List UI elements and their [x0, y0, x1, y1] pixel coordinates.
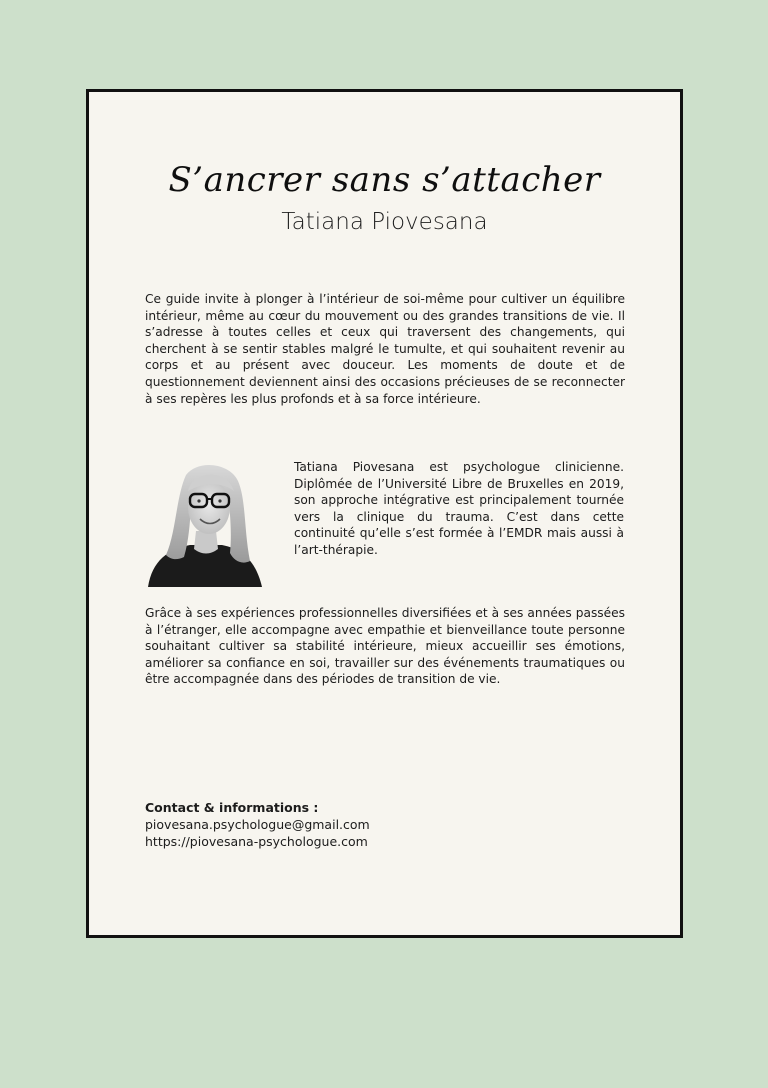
intro-paragraph: Ce guide invite à plonger à l’intérieur de soi-même pour cultiver un équilibre intérieur, même au cœur du mouvement ou des grandes transitions de vie. Il s’adresse à toutes celles et ceux qui traversent des changements, qui cherchent à se sentir stables malgré le tumulte, et qui souhaitent revenir au corps et au présent avec douceur. Les moments de doute et de questionnement deviennent ainsi des occasions précieuses de se reconnecter à ses repères les plus profonds et à sa force intérieure.	[145, 292, 625, 406]
document-title: S’ancrer sans s’attacher	[168, 160, 601, 200]
contact-block	[145, 799, 370, 850]
author-photo	[146, 461, 264, 587]
document-card	[86, 89, 683, 938]
contact-website[interactable]: https://piovesana-psychologue.com	[145, 834, 368, 849]
career-paragraph: Grâce à ses expériences professionnelles diversifiées et à ses années passées à l’étranger, elle accompagne avec empathie et bienveillance toute personne souhaitant cultiver sa stabilité intérieure, mieux accueillir ses émotions, améliorer sa confiance en soi, travailler sur des événements traumatiques ou être accompagnée dans des périodes de transition de vie.	[145, 606, 625, 687]
contact-email[interactable]: piovesana.psychologue@gmail.com	[145, 817, 370, 832]
author-name: Tatiana Piovesana	[281, 209, 488, 235]
contact-label: Contact & informations :	[145, 800, 319, 815]
bio-paragraph: Tatiana Piovesana est psychologue clinicienne. Diplômée de l’Université Libre de Bruxelles en 2019, son approche intégrative est principalement tournée vers la clinique du trauma. C’est dans cette continuité qu’elle s’est formée à l’EMDR mais aussi à l’art-thérapie.	[294, 460, 624, 557]
